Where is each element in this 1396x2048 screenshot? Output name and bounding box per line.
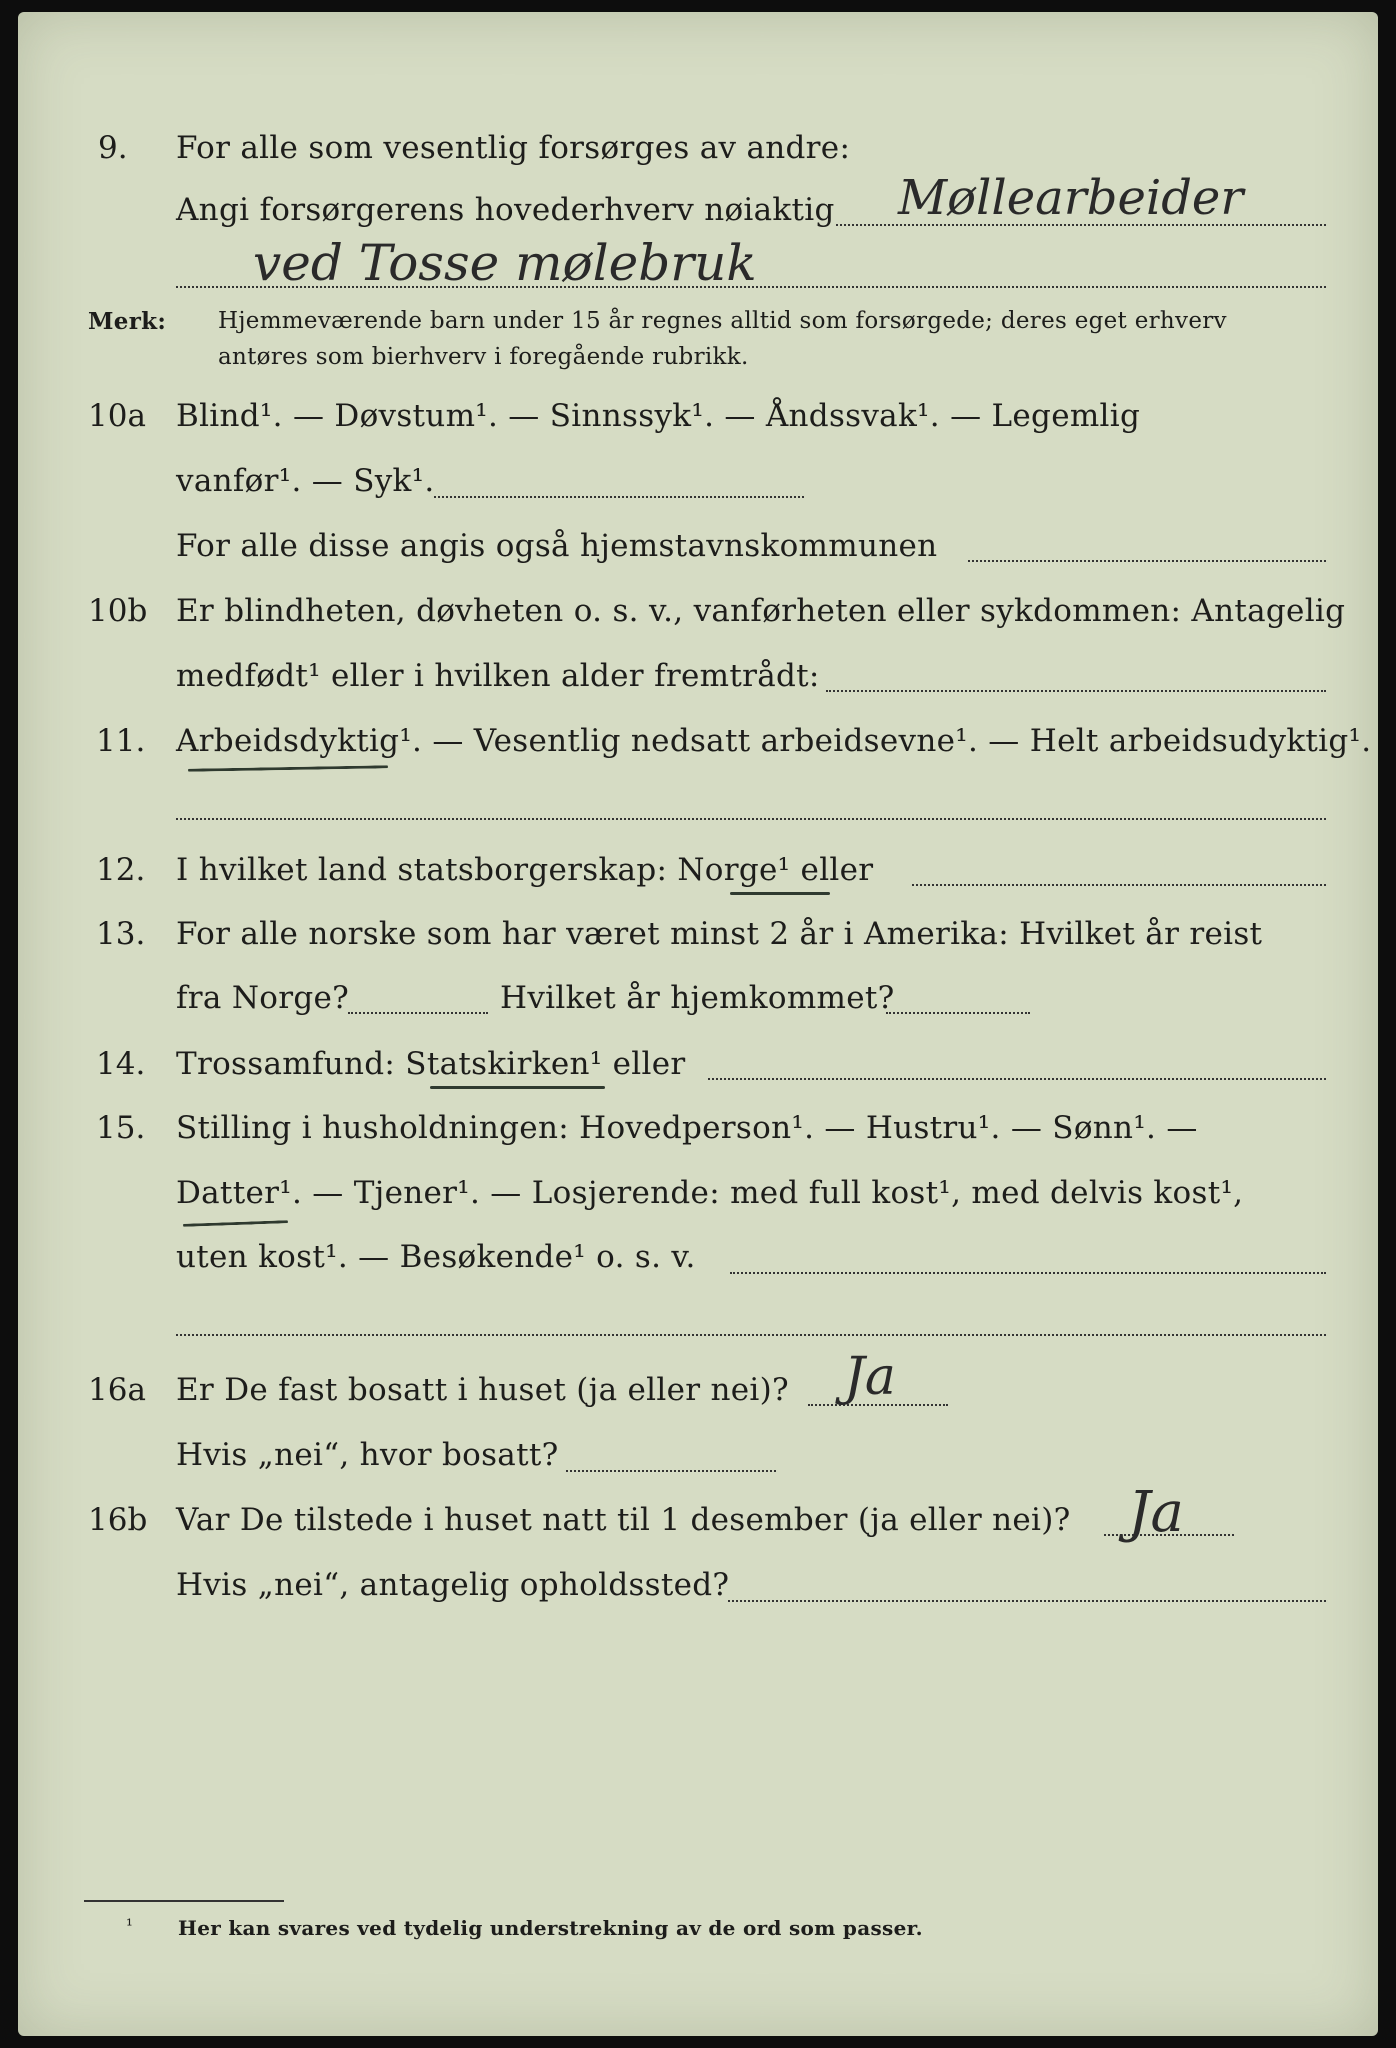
q15-line2: Datter¹. — Tjener¹. — Losjerende: med full kost¹, med delvis kost¹,: [176, 1175, 1244, 1211]
q16a-number: 16a: [88, 1372, 146, 1408]
q16b-handwriting-answer: Ja: [1128, 1480, 1184, 1545]
q10a-fill-line-1: [434, 496, 804, 498]
q9-number: 9.: [98, 130, 128, 166]
q16b-number: 16b: [88, 1502, 148, 1538]
q10a-line2: vanfør¹. — Syk¹.: [176, 463, 435, 499]
q13-number: 13.: [96, 916, 146, 952]
q15-line1: Stilling i husholdningen: Hovedperson¹. — Hustru¹. — Sønn¹. —: [176, 1110, 1198, 1146]
q14-line1: Trossamfund: Statskirken¹ eller: [176, 1046, 686, 1082]
q10b-number: 10b: [88, 593, 148, 629]
q15-fill-line-1: [730, 1272, 1326, 1274]
q10a-fill-line-2: [968, 560, 1326, 562]
q16a-fill-line-2: [566, 1470, 776, 1472]
q11-line1: Arbeidsdyktig¹. — Vesentlig nedsatt arbeidsevne¹. — Helt arbeidsudyktig¹.: [176, 723, 1372, 759]
q11-fill-line: [176, 818, 1326, 820]
q14-fill-line: [708, 1078, 1326, 1080]
q13-fill-line-2: [886, 1012, 1030, 1014]
merk-label: Merk:: [88, 308, 167, 335]
q15-underline-mark: [183, 1220, 288, 1227]
q12-line1: I hvilket land statsborgerskap: Norge¹ eller: [176, 852, 874, 888]
q9-handwriting-occupation: Møllearbeider: [898, 170, 1244, 226]
q10a-line1: Blind¹. — Døvstum¹. — Sinnssyk¹. — Åndssvak¹. — Legemlig: [176, 398, 1141, 434]
q13-fill-line-1: [348, 1012, 488, 1014]
q16b-line1: Var De tilstede i huset natt til 1 desember (ja eller nei)?: [176, 1502, 1071, 1538]
footnote-rule: [84, 1900, 284, 1902]
q13-line2a: fra Norge?: [176, 980, 350, 1016]
q16b-line2: Hvis „nei“, antagelig opholdssted?: [176, 1567, 730, 1603]
q13-line1: For alle norske som har været minst 2 år i Amerika: Hvilket år reist: [176, 916, 1263, 952]
q16a-line1: Er De fast bosatt i huset (ja eller nei)?: [176, 1372, 789, 1408]
q11-number: 11.: [96, 723, 146, 759]
q9-line2: Angi forsørgerens hovederhverv nøiaktig: [176, 192, 835, 228]
q11-underline-mark: [188, 765, 388, 771]
q16a-line2: Hvis „nei“, hvor bosatt?: [176, 1437, 559, 1473]
q14-number: 14.: [96, 1046, 146, 1082]
q10b-fill-line: [826, 690, 1326, 692]
q12-fill-line: [912, 884, 1326, 886]
q15-fill-line-2: [176, 1334, 1326, 1336]
q10b-line2: medfødt¹ eller i hvilken alder fremtrådt:: [176, 658, 820, 694]
q14-underline-mark: [430, 1086, 605, 1089]
q9-line1: For alle som vesentlig forsørges av andre:: [176, 130, 851, 166]
q10a-line3: For alle disse angis også hjemstavnskommunen: [176, 528, 938, 564]
q10b-line1: Er blindheten, døvheten o. s. v., vanførheten eller sykdommen: Antagelig: [176, 593, 1346, 629]
q9-handwriting-workplace: ved Tosse mølebruk: [253, 234, 757, 292]
footnote-text: Her kan svares ved tydelig understrekning av de ord som passer.: [178, 1916, 923, 1940]
merk-line1: Hjemmeværende barn under 15 år regnes alltid som forsørgede; deres eget erhverv: [218, 308, 1227, 334]
q13-line2b: Hvilket år hjemkommet?: [500, 980, 895, 1016]
merk-line2: antøres som bierhverv i foregående rubrikk.: [218, 344, 749, 370]
q12-underline-mark: [730, 892, 830, 895]
census-form-page: [18, 12, 1378, 2036]
q16b-fill-line-2: [728, 1600, 1326, 1602]
q12-number: 12.: [96, 852, 146, 888]
q15-number: 15.: [96, 1110, 146, 1146]
footnote-mark: ¹: [126, 1916, 134, 1936]
q10a-number: 10a: [88, 398, 146, 434]
q15-line3: uten kost¹. — Besøkende¹ o. s. v.: [176, 1239, 696, 1275]
q16a-handwriting-answer: Ja: [844, 1347, 896, 1407]
